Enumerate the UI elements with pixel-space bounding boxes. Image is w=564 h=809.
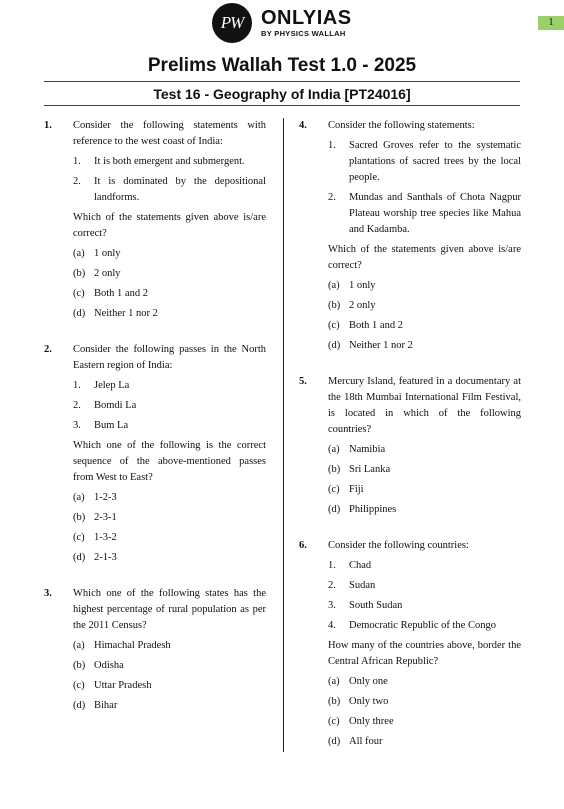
option-c[interactable]: (c) Uttar Pradesh xyxy=(73,680,152,691)
question-stem: Which one of the following states has the highest percentage of rural population as per the 2011 Census? xyxy=(73,588,266,631)
option-a[interactable]: (a) Himachal Pradesh xyxy=(73,640,171,651)
statement-item: 3. Bum La xyxy=(73,420,129,431)
question-ask: Which one of the following is the correct sequence of the above-mentioned passes from West to East? xyxy=(73,440,266,483)
option-b[interactable]: (b) 2-3-1 xyxy=(73,512,117,523)
option-d[interactable]: (d) 2-1-3 xyxy=(73,552,117,563)
statement-item: 2. Bomdi La xyxy=(73,400,137,411)
question-number: 4. xyxy=(299,120,307,131)
page-title: Prelims Wallah Test 1.0 - 2025 xyxy=(147,55,417,76)
option-d[interactable]: (d) Philippines xyxy=(328,504,397,515)
option-d[interactable]: (d) Neither 1 nor 2 xyxy=(328,340,413,351)
page-subtitle: Test 16 - Geography of India [PT24016] xyxy=(153,86,411,102)
statement-item: 1. Jelep La xyxy=(73,380,130,391)
brand-tagline: BY PHYSICS WALLAH xyxy=(261,29,346,38)
question-stem: Consider the following statements with reference to the west coast of India: xyxy=(73,120,266,147)
statement-item: 2. Sudan xyxy=(328,580,376,591)
title-rule-top xyxy=(44,81,520,82)
question-number: 1. xyxy=(44,120,52,131)
statement-item: 2. It is dominated by the depositional landforms. xyxy=(73,176,266,203)
option-a[interactable]: (a) 1 only xyxy=(328,280,376,291)
option-b[interactable]: (b) Odisha xyxy=(73,660,124,671)
option-c[interactable]: (c) 1-3-2 xyxy=(73,532,117,543)
pw-logo-icon: PW xyxy=(212,3,252,43)
question-number: 5. xyxy=(299,376,307,387)
option-b[interactable]: (b) 2 only xyxy=(328,300,376,311)
question-stem: Consider the following passes in the North Eastern region of India: xyxy=(73,344,266,371)
statement-item: 1. It is both emergent and submergent. xyxy=(73,156,245,167)
option-c[interactable]: (c) Fiji xyxy=(328,484,364,495)
question-ask: Which of the statements given above is/are correct? xyxy=(328,244,521,271)
statement-item: 3. South Sudan xyxy=(328,600,403,611)
option-c[interactable]: (c) Both 1 and 2 xyxy=(328,320,403,331)
question-ask: Which of the statements given above is/are correct? xyxy=(73,212,266,239)
page-header xyxy=(0,0,564,48)
question-stem: Mercury Island, featured in a documentary at the 18th Mumbai International Film Festival, is located in which of the following countries? xyxy=(328,376,521,435)
question-number: 6. xyxy=(299,540,307,551)
option-a[interactable]: (a) Only one xyxy=(328,676,388,687)
option-d[interactable]: (d) All four xyxy=(328,736,383,747)
brand-logo xyxy=(261,8,352,38)
statement-item: 4. Democratic Republic of the Congo xyxy=(328,620,496,631)
page-number-badge: 1 xyxy=(538,16,564,30)
option-b[interactable]: (b) Sri Lanka xyxy=(328,464,391,475)
question-ask: How many of the countries above, border the Central African Republic? xyxy=(328,640,521,667)
statement-item: 1. Sacred Groves refer to the systematic plantations of sacred trees by the local people. xyxy=(328,140,521,183)
option-c[interactable]: (c) Both 1 and 2 xyxy=(73,288,148,299)
option-d[interactable]: (d) Bihar xyxy=(73,700,118,711)
question-number: 2. xyxy=(44,344,52,355)
option-c[interactable]: (c) Only three xyxy=(328,716,394,727)
option-d[interactable]: (d) Neither 1 nor 2 xyxy=(73,308,158,319)
question-number: 3. xyxy=(44,588,52,599)
title-rule-bottom xyxy=(44,105,520,106)
option-b[interactable]: (b) Only two xyxy=(328,696,389,707)
question-stem: Consider the following statements: xyxy=(328,120,475,131)
option-b[interactable]: (b) 2 only xyxy=(73,268,121,279)
option-a[interactable]: (a) Namibia xyxy=(328,444,386,455)
statement-item: 2. Mundas and Santhals of Chota Nagpur Plateau worship tree species like Mahua and Kadamba. xyxy=(328,192,521,235)
statement-item: 1. Chad xyxy=(328,560,372,571)
column-divider xyxy=(283,118,284,752)
option-a[interactable]: (a) 1-2-3 xyxy=(73,492,117,503)
brand-name: ONLYIAS xyxy=(261,7,352,29)
option-a[interactable]: (a) 1 only xyxy=(73,248,121,259)
question-stem: Consider the following countries: xyxy=(328,540,469,551)
